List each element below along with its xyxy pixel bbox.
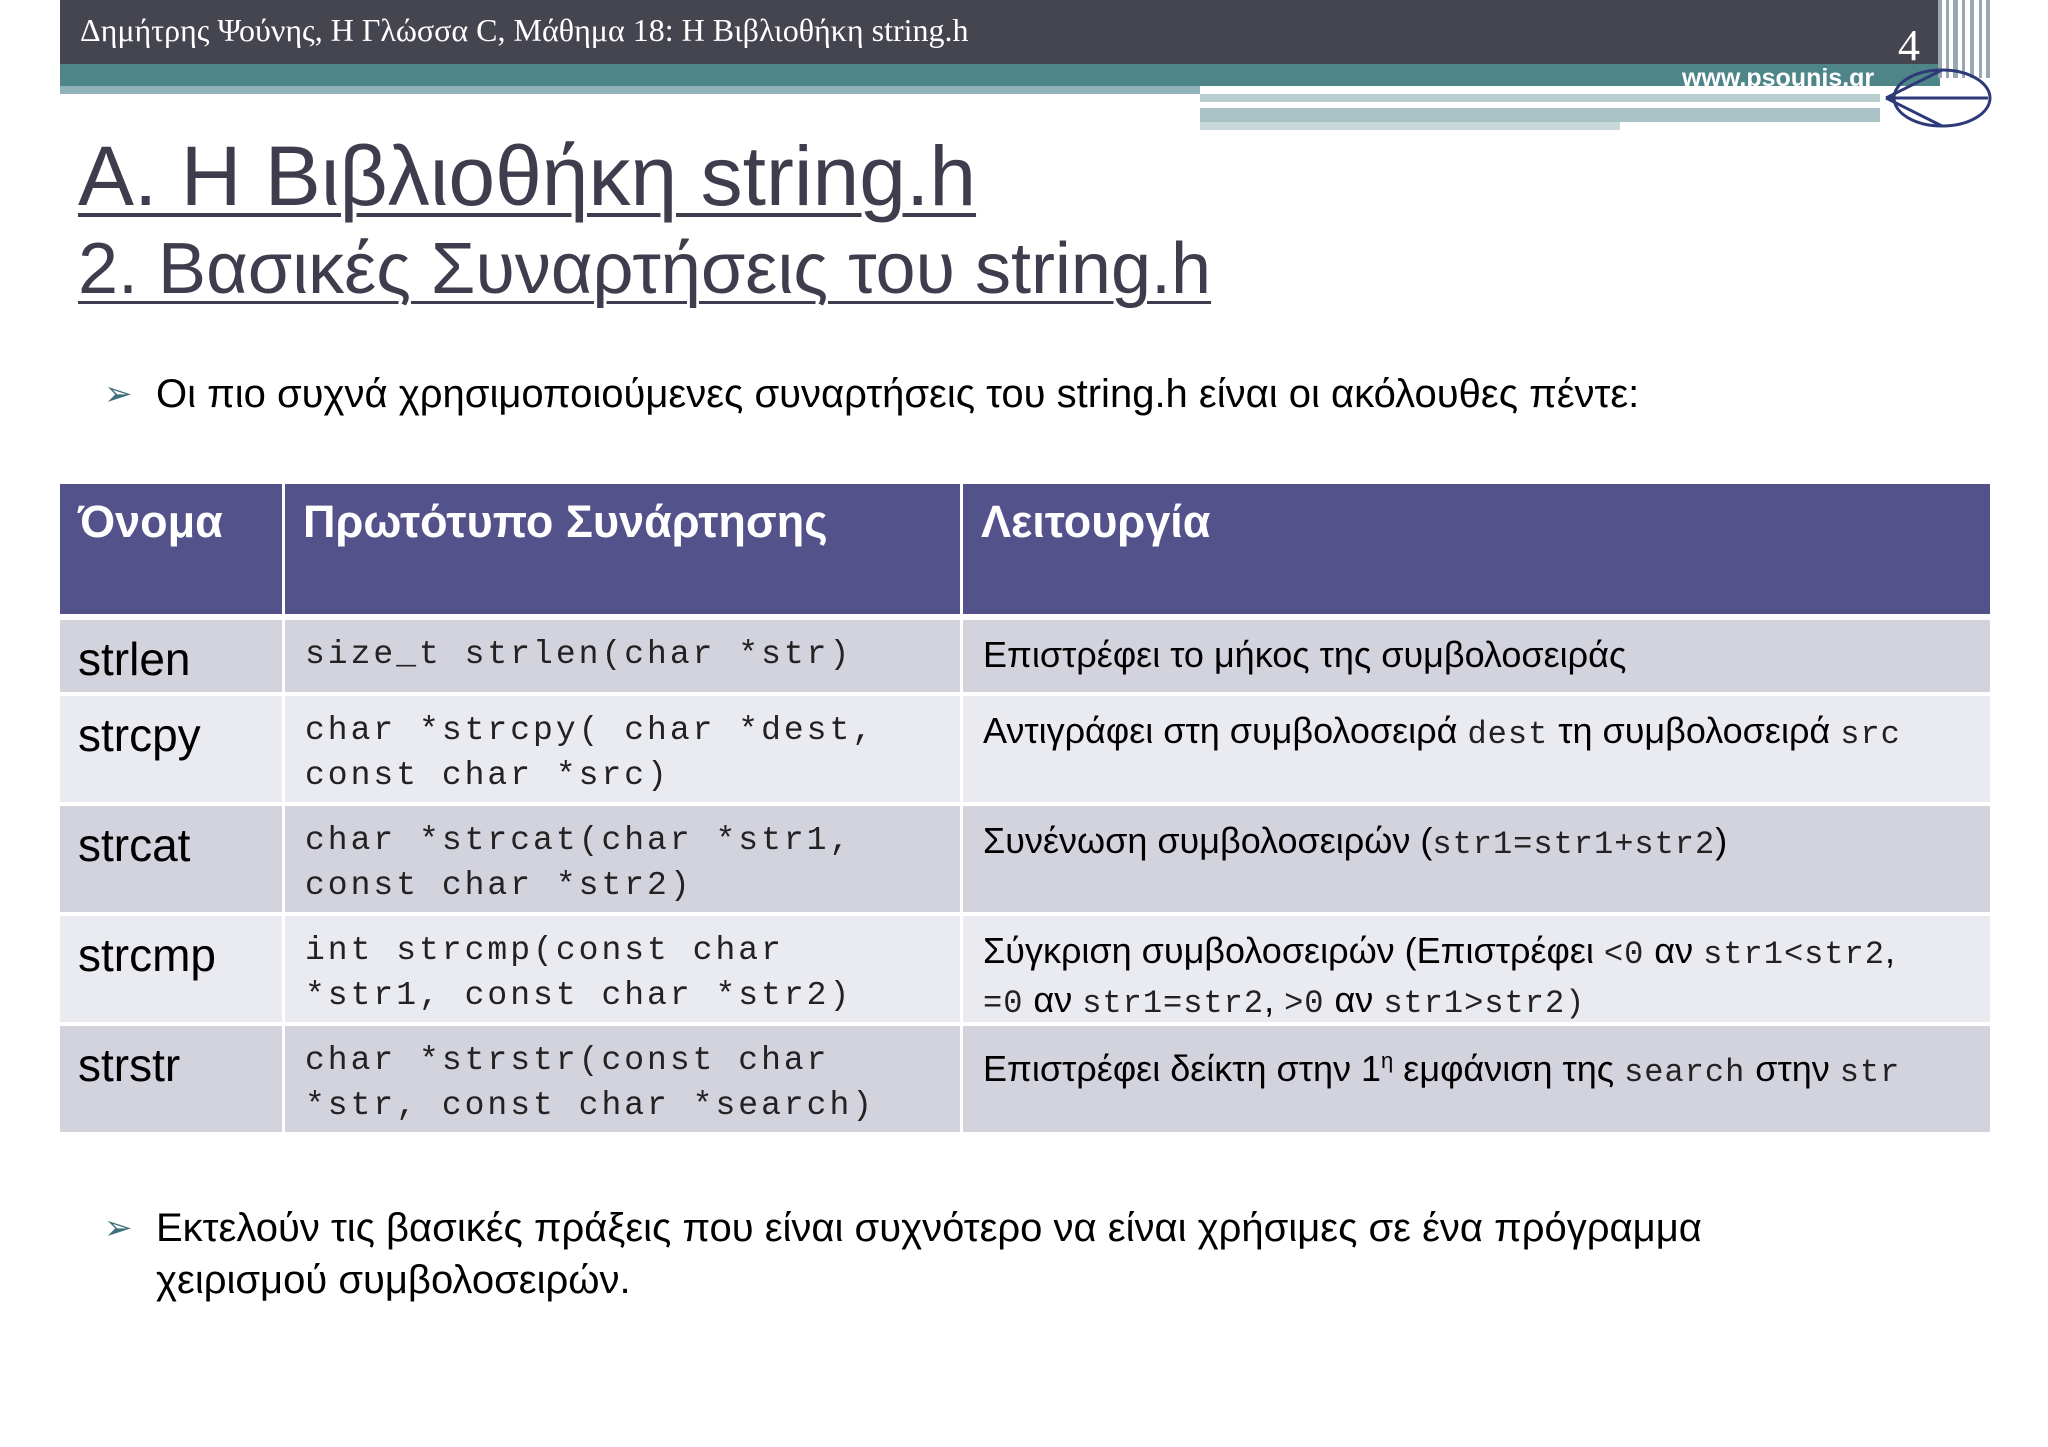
prototype-line: *str, const char *search) [305, 1087, 876, 1124]
prototype-line: int strcmp(const char [305, 932, 784, 969]
decor-line [1200, 94, 1880, 102]
desc-code: >0 [1284, 985, 1325, 1022]
bullet-line: Εκτελούν τις βασικές πράξεις που είναι συχνότερο να είναι χρήσιμες σε ένα πρόγραμμα [156, 1206, 1702, 1250]
desc-code: str [1839, 1054, 1901, 1091]
decor-line [1200, 122, 1620, 130]
function-prototype [285, 806, 960, 912]
function-description [963, 696, 1990, 802]
desc-code: str1>str2 [1383, 985, 1566, 1022]
desc-text: Επιστρέφει το μήκος της συμβολοσειράς [983, 634, 1627, 675]
slide-title: Α. Η Βιβλιοθήκη string.h [78, 129, 977, 223]
desc-text: ) [1715, 820, 1728, 861]
desc-text: αν [1644, 930, 1704, 971]
description-line [983, 818, 1990, 867]
desc-text: στην [1745, 1048, 1840, 1089]
desc-text: Σύγκριση συμβολοσειρών (Επιστρέφει [983, 930, 1604, 971]
psounis-logo-icon [1876, 62, 1992, 134]
desc-text: αν [1324, 979, 1384, 1020]
function-description [963, 806, 1990, 912]
function-prototype [285, 1026, 960, 1132]
prototype-line: char *strcpy( char *dest, [305, 712, 876, 749]
prototype-line: *str1, const char *str2) [305, 977, 853, 1014]
function-prototype [285, 620, 960, 692]
function-name: strcmp [60, 916, 282, 1022]
desc-superscript: η [1381, 1048, 1394, 1073]
desc-code: search [1624, 1054, 1746, 1091]
bullet-text: Οι πιο συχνά χρησιμοποιούμενες συναρτήσεις του string.h είναι οι ακόλουθες πέντε: [156, 372, 1640, 416]
slide-subtitle: 2. Βασικές Συναρτήσεις του string.h [78, 229, 1212, 309]
description-line [983, 977, 1990, 1026]
desc-code: dest [1467, 716, 1549, 753]
description-line [983, 928, 1990, 977]
function-name: strstr [60, 1026, 282, 1132]
arrowhead-bullet-icon: ➢ [104, 1209, 133, 1247]
table-row [60, 696, 1990, 802]
desc-code: src [1840, 716, 1901, 753]
desc-text: Επιστρέφει δείκτη στην 1 [983, 1048, 1382, 1089]
table-row [60, 1026, 1990, 1132]
desc-text: Συνένωση συμβολοσειρών ( [983, 820, 1433, 861]
desc-code: str1<str2 [1703, 936, 1885, 973]
desc-text: Αντιγράφει στη συμβολοσειρά [983, 710, 1468, 751]
header-prototype: Πρωτότυπο Συνάρτησης [285, 484, 960, 614]
desc-code: ) [1565, 985, 1586, 1022]
website-link[interactable]: www.psounis.gr [1682, 64, 1875, 92]
function-name: strcpy [60, 696, 282, 802]
desc-code: str1=str1+str2 [1432, 826, 1716, 863]
desc-text: , [1264, 979, 1285, 1020]
function-description [963, 1026, 1990, 1132]
function-name: strcat [60, 806, 282, 912]
table-row [60, 916, 1990, 1022]
desc-text: εμφάνιση της [1393, 1048, 1625, 1089]
table-header-row [60, 484, 1990, 614]
table-row [60, 620, 1990, 692]
bullet-line: χειρισμού συμβολοσειρών. [156, 1258, 631, 1302]
teal-band [60, 64, 1940, 86]
function-prototype [285, 696, 960, 802]
function-description [963, 916, 1990, 1022]
function-name: strlen [60, 620, 282, 692]
course-title: Δημήτρης Ψούνης, Η Γλώσσα C, Μάθημα 18: Η Βιβλιοθήκη string.h [80, 12, 969, 48]
decor-line [60, 86, 1200, 94]
header-function: Λειτουργία [963, 484, 1990, 614]
header-name: Όνομα [60, 484, 282, 614]
decor-line [1200, 108, 1880, 122]
page-number: 4 [1898, 21, 1920, 70]
description-line [983, 708, 1990, 757]
desc-code: <0 [1603, 936, 1645, 973]
arrowhead-bullet-icon: ➢ [104, 375, 133, 413]
description-line [983, 1038, 1990, 1095]
desc-code: =0 [983, 985, 1024, 1022]
prototype-line: char *strstr(const char [305, 1042, 830, 1079]
desc-text: τη συμβολοσειρά [1548, 710, 1841, 751]
prototype-line: char *strcat(char *str1, [305, 822, 853, 859]
desc-text: , [1884, 930, 1895, 971]
function-prototype [285, 916, 960, 1022]
desc-code: str1=str2 [1082, 985, 1265, 1022]
bullet-text [156, 1202, 1702, 1306]
prototype-line: const char *src) [305, 757, 670, 794]
function-description [963, 620, 1990, 692]
table-row [60, 806, 1990, 912]
desc-text: αν [1023, 979, 1083, 1020]
prototype-line: const char *str2) [305, 867, 693, 904]
prototype-line: size_t strlen(char *str) [305, 636, 853, 673]
description-line [983, 632, 1990, 677]
